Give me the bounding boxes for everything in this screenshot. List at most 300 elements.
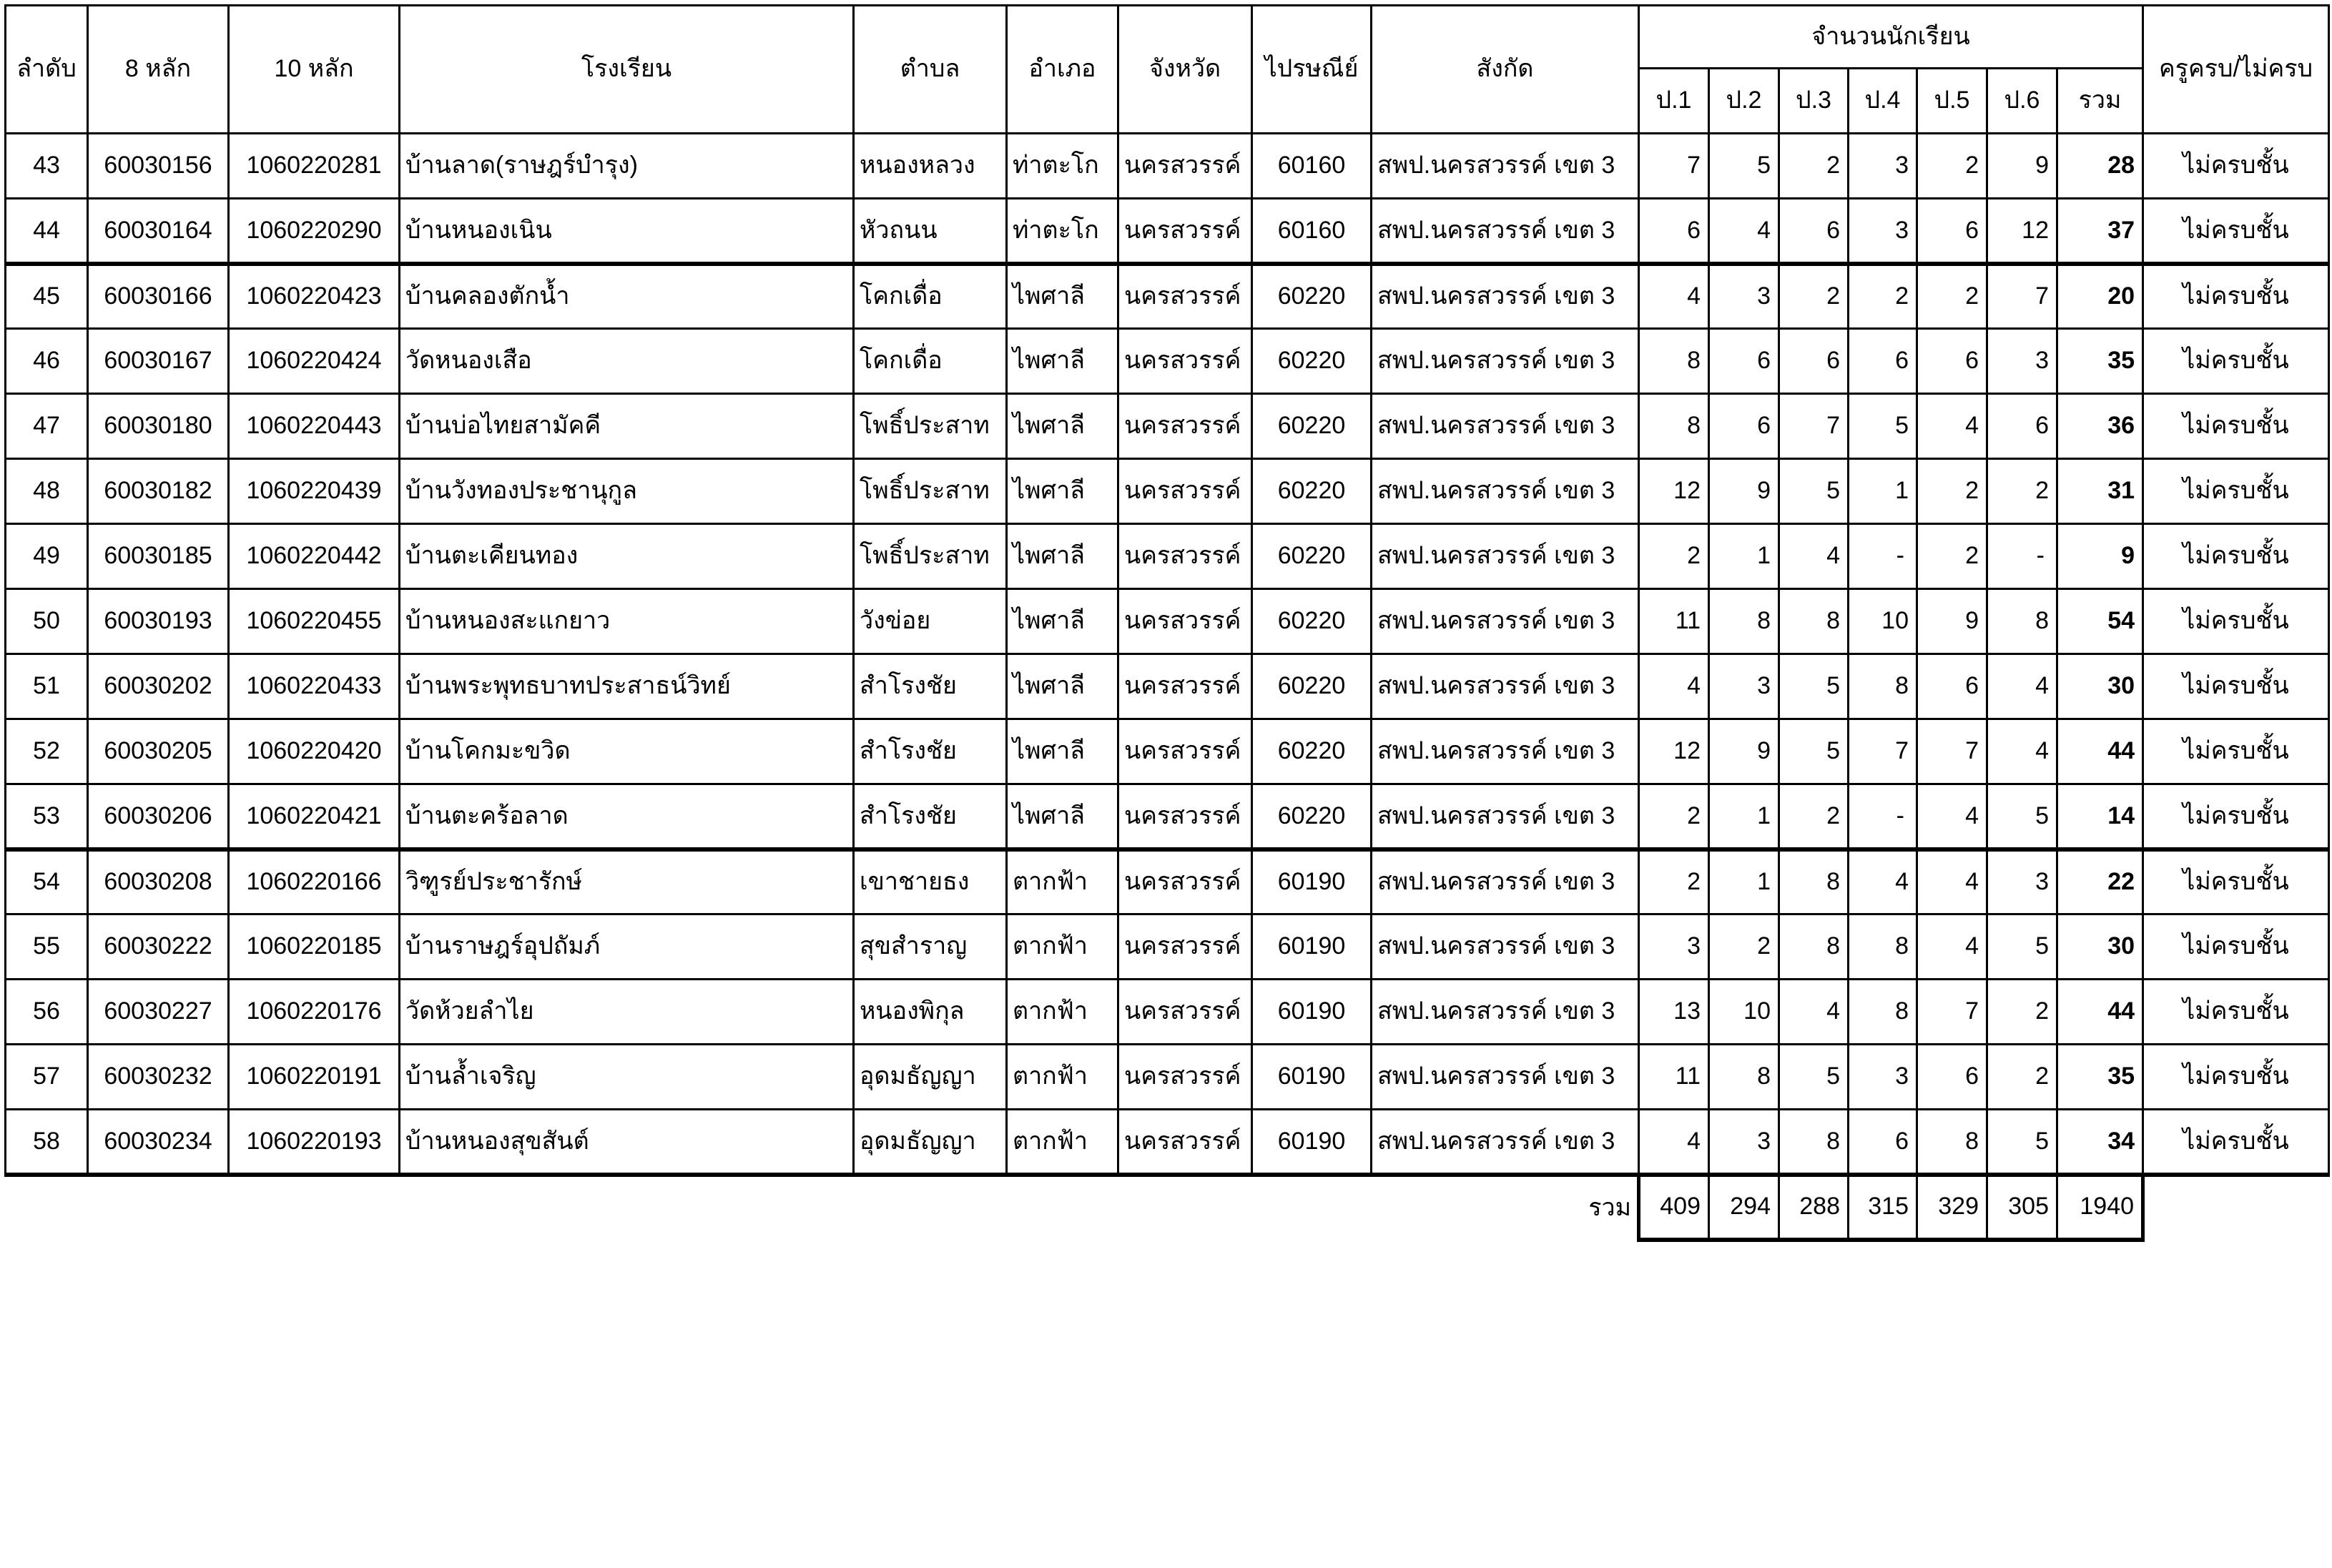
cell-grade-p5: 7 bbox=[1917, 980, 1987, 1045]
cell-student-total: 44 bbox=[2057, 980, 2143, 1045]
cell-grade-p1: 12 bbox=[1639, 719, 1709, 784]
cell-code-10: 1060220176 bbox=[229, 980, 400, 1045]
cell-postcode: 60160 bbox=[1252, 134, 1372, 199]
cell-grade-p3: 2 bbox=[1779, 134, 1849, 199]
cell-postcode: 60220 bbox=[1252, 784, 1372, 849]
cell-grade-p3: 4 bbox=[1779, 524, 1849, 589]
cell-index: 49 bbox=[6, 524, 88, 589]
cell-grade-p1: 2 bbox=[1639, 524, 1709, 589]
cell-school-name: บ้านโคกมะขวิด bbox=[400, 719, 854, 784]
cell-affiliation: สพป.นครสวรรค์ เขต 3 bbox=[1372, 980, 1639, 1045]
totals-grade-p5: 329 bbox=[1917, 1175, 1987, 1240]
cell-grade-p3: 7 bbox=[1779, 394, 1849, 459]
cell-teacher-status: ไม่ครบชั้น bbox=[2143, 524, 2329, 589]
cell-grade-p2: 2 bbox=[1709, 914, 1779, 980]
cell-grade-p1: 8 bbox=[1639, 394, 1709, 459]
cell-grade-p6: 5 bbox=[1987, 1110, 2057, 1175]
cell-affiliation: สพป.นครสวรรค์ เขต 3 bbox=[1372, 1110, 1639, 1175]
cell-grade-p6: 2 bbox=[1987, 980, 2057, 1045]
totals-empty-cell bbox=[2143, 1175, 2329, 1240]
cell-postcode: 60220 bbox=[1252, 719, 1372, 784]
cell-index: 43 bbox=[6, 134, 88, 199]
cell-grade-p2: 3 bbox=[1709, 264, 1779, 329]
cell-postcode: 60220 bbox=[1252, 589, 1372, 654]
cell-grade-p2: 5 bbox=[1709, 134, 1779, 199]
cell-student-total: 44 bbox=[2057, 719, 2143, 784]
cell-grade-p1: 12 bbox=[1639, 459, 1709, 524]
cell-code-8: 60030206 bbox=[88, 784, 229, 849]
cell-affiliation: สพป.นครสวรรค์ เขต 3 bbox=[1372, 134, 1639, 199]
cell-school-name: บ้านหนองสะแกยาว bbox=[400, 589, 854, 654]
cell-grade-p1: 4 bbox=[1639, 1110, 1709, 1175]
cell-district: ไพศาลี bbox=[1007, 264, 1118, 329]
cell-code-8: 60030164 bbox=[88, 199, 229, 264]
cell-grade-p5: 4 bbox=[1917, 394, 1987, 459]
cell-code-8: 60030227 bbox=[88, 980, 229, 1045]
cell-grade-p4: 6 bbox=[1849, 1110, 1917, 1175]
cell-grade-p3: 6 bbox=[1779, 199, 1849, 264]
cell-grade-p5: 2 bbox=[1917, 134, 1987, 199]
cell-code-10: 1060220443 bbox=[229, 394, 400, 459]
cell-grade-p2: 1 bbox=[1709, 524, 1779, 589]
cell-grade-p3: 5 bbox=[1779, 719, 1849, 784]
cell-grade-p1: 6 bbox=[1639, 199, 1709, 264]
totals-overall: 1940 bbox=[2057, 1175, 2143, 1240]
table-row bbox=[6, 980, 2329, 1045]
cell-teacher-status: ไม่ครบชั้น bbox=[2143, 459, 2329, 524]
cell-student-total: 30 bbox=[2057, 914, 2143, 980]
cell-grade-p2: 9 bbox=[1709, 719, 1779, 784]
table-footer bbox=[6, 1175, 2329, 1240]
cell-subdistrict: อุดมธัญญา bbox=[854, 1045, 1007, 1110]
cell-grade-p4: 10 bbox=[1849, 589, 1917, 654]
cell-school-name: บ้านตะคร้อลาด bbox=[400, 784, 854, 849]
cell-code-10: 1060220191 bbox=[229, 1045, 400, 1110]
cell-teacher-status: ไม่ครบชั้น bbox=[2143, 199, 2329, 264]
table-row bbox=[6, 329, 2329, 394]
cell-postcode: 60220 bbox=[1252, 329, 1372, 394]
cell-student-total: 37 bbox=[2057, 199, 2143, 264]
cell-student-total: 36 bbox=[2057, 394, 2143, 459]
cell-teacher-status: ไม่ครบชั้น bbox=[2143, 134, 2329, 199]
cell-teacher-status: ไม่ครบชั้น bbox=[2143, 980, 2329, 1045]
cell-index: 56 bbox=[6, 980, 88, 1045]
cell-subdistrict: หนองหลวง bbox=[854, 134, 1007, 199]
table-row bbox=[6, 719, 2329, 784]
cell-code-8: 60030167 bbox=[88, 329, 229, 394]
table-row bbox=[6, 849, 2329, 914]
cell-grade-p5: 4 bbox=[1917, 784, 1987, 849]
cell-school-name: บ้านวังทองประชานุกูล bbox=[400, 459, 854, 524]
cell-grade-p5: 2 bbox=[1917, 459, 1987, 524]
table-row bbox=[6, 914, 2329, 980]
cell-postcode: 60190 bbox=[1252, 1045, 1372, 1110]
cell-code-8: 60030166 bbox=[88, 264, 229, 329]
cell-code-10: 1060220290 bbox=[229, 199, 400, 264]
totals-grade-p2: 294 bbox=[1709, 1175, 1779, 1240]
cell-district: ไพศาลี bbox=[1007, 654, 1118, 719]
cell-grade-p3: 2 bbox=[1779, 784, 1849, 849]
cell-postcode: 60190 bbox=[1252, 914, 1372, 980]
cell-district: ไพศาลี bbox=[1007, 784, 1118, 849]
cell-subdistrict: หนองพิกุล bbox=[854, 980, 1007, 1045]
cell-index: 46 bbox=[6, 329, 88, 394]
cell-subdistrict: โคกเดื่อ bbox=[854, 264, 1007, 329]
cell-grade-p3: 8 bbox=[1779, 1110, 1849, 1175]
header-province: จังหวัด bbox=[1118, 6, 1252, 134]
cell-school-name: วัดห้วยลำไย bbox=[400, 980, 854, 1045]
cell-province: นครสวรรค์ bbox=[1118, 524, 1252, 589]
cell-school-name: วิฑูรย์ประชารักษ์ bbox=[400, 849, 854, 914]
cell-code-10: 1060220455 bbox=[229, 589, 400, 654]
cell-subdistrict: สุขสำราญ bbox=[854, 914, 1007, 980]
cell-province: นครสวรรค์ bbox=[1118, 264, 1252, 329]
cell-school-name: บ้านคลองตักน้ำ bbox=[400, 264, 854, 329]
cell-postcode: 60220 bbox=[1252, 264, 1372, 329]
cell-grade-p1: 7 bbox=[1639, 134, 1709, 199]
cell-subdistrict: สำโรงชัย bbox=[854, 654, 1007, 719]
cell-student-total: 35 bbox=[2057, 1045, 2143, 1110]
cell-grade-p4: 2 bbox=[1849, 264, 1917, 329]
cell-district: ไพศาลี bbox=[1007, 524, 1118, 589]
cell-province: นครสวรรค์ bbox=[1118, 914, 1252, 980]
cell-school-name: บ้านหนองสุขสันต์ bbox=[400, 1110, 854, 1175]
cell-district: ตากฟ้า bbox=[1007, 849, 1118, 914]
cell-affiliation: สพป.นครสวรรค์ เขต 3 bbox=[1372, 329, 1639, 394]
cell-teacher-status: ไม่ครบชั้น bbox=[2143, 849, 2329, 914]
cell-school-name: วัดหนองเสือ bbox=[400, 329, 854, 394]
cell-affiliation: สพป.นครสวรรค์ เขต 3 bbox=[1372, 914, 1639, 980]
cell-province: นครสวรรค์ bbox=[1118, 784, 1252, 849]
table-row bbox=[6, 199, 2329, 264]
cell-grade-p3: 8 bbox=[1779, 849, 1849, 914]
cell-grade-p6: - bbox=[1987, 524, 2057, 589]
cell-postcode: 60190 bbox=[1252, 980, 1372, 1045]
cell-grade-p6: 5 bbox=[1987, 914, 2057, 980]
cell-postcode: 60190 bbox=[1252, 1110, 1372, 1175]
cell-subdistrict: วังข่อย bbox=[854, 589, 1007, 654]
cell-grade-p6: 12 bbox=[1987, 199, 2057, 264]
cell-grade-p6: 4 bbox=[1987, 719, 2057, 784]
table-row bbox=[6, 264, 2329, 329]
cell-grade-p4: 8 bbox=[1849, 980, 1917, 1045]
cell-grade-p5: 4 bbox=[1917, 849, 1987, 914]
table-row bbox=[6, 524, 2329, 589]
cell-grade-p2: 8 bbox=[1709, 589, 1779, 654]
cell-teacher-status: ไม่ครบชั้น bbox=[2143, 654, 2329, 719]
cell-affiliation: สพป.นครสวรรค์ เขต 3 bbox=[1372, 394, 1639, 459]
cell-subdistrict: หัวถนน bbox=[854, 199, 1007, 264]
cell-grade-p6: 2 bbox=[1987, 459, 2057, 524]
cell-school-name: บ้านพระพุทธบาทประสาธน์วิทย์ bbox=[400, 654, 854, 719]
cell-code-10: 1060220433 bbox=[229, 654, 400, 719]
cell-grade-p2: 6 bbox=[1709, 394, 1779, 459]
cell-grade-p5: 4 bbox=[1917, 914, 1987, 980]
header-affiliation: สังกัด bbox=[1372, 6, 1639, 134]
cell-grade-p2: 1 bbox=[1709, 849, 1779, 914]
cell-district: ตากฟ้า bbox=[1007, 980, 1118, 1045]
cell-grade-p1: 8 bbox=[1639, 329, 1709, 394]
cell-grade-p1: 13 bbox=[1639, 980, 1709, 1045]
cell-grade-p5: 2 bbox=[1917, 524, 1987, 589]
cell-grade-p3: 5 bbox=[1779, 1045, 1849, 1110]
cell-grade-p2: 10 bbox=[1709, 980, 1779, 1045]
cell-province: นครสวรรค์ bbox=[1118, 329, 1252, 394]
header-index: ลำดับ bbox=[6, 6, 88, 134]
cell-index: 51 bbox=[6, 654, 88, 719]
cell-subdistrict: โพธิ์ประสาท bbox=[854, 459, 1007, 524]
cell-teacher-status: ไม่ครบชั้น bbox=[2143, 784, 2329, 849]
cell-student-total: 28 bbox=[2057, 134, 2143, 199]
cell-grade-p5: 6 bbox=[1917, 654, 1987, 719]
table-row bbox=[6, 1045, 2329, 1110]
cell-affiliation: สพป.นครสวรรค์ เขต 3 bbox=[1372, 719, 1639, 784]
header-grade-p1: ป.1 bbox=[1639, 69, 1709, 134]
cell-grade-p1: 11 bbox=[1639, 1045, 1709, 1110]
cell-code-10: 1060220420 bbox=[229, 719, 400, 784]
cell-grade-p3: 5 bbox=[1779, 459, 1849, 524]
cell-grade-p6: 5 bbox=[1987, 784, 2057, 849]
cell-district: ท่าตะโก bbox=[1007, 134, 1118, 199]
cell-district: ไพศาลี bbox=[1007, 329, 1118, 394]
cell-grade-p4: - bbox=[1849, 524, 1917, 589]
cell-postcode: 60220 bbox=[1252, 654, 1372, 719]
cell-district: ไพศาลี bbox=[1007, 589, 1118, 654]
cell-teacher-status: ไม่ครบชั้น bbox=[2143, 1110, 2329, 1175]
cell-province: นครสวรรค์ bbox=[1118, 1110, 1252, 1175]
cell-grade-p5: 9 bbox=[1917, 589, 1987, 654]
header-code-10: 10 หลัก bbox=[229, 6, 400, 134]
cell-grade-p6: 4 bbox=[1987, 654, 2057, 719]
cell-student-total: 20 bbox=[2057, 264, 2143, 329]
cell-subdistrict: สำโรงชัย bbox=[854, 719, 1007, 784]
cell-grade-p4: 1 bbox=[1849, 459, 1917, 524]
cell-code-8: 60030180 bbox=[88, 394, 229, 459]
cell-postcode: 60220 bbox=[1252, 459, 1372, 524]
cell-teacher-status: ไม่ครบชั้น bbox=[2143, 719, 2329, 784]
cell-affiliation: สพป.นครสวรรค์ เขต 3 bbox=[1372, 199, 1639, 264]
cell-index: 58 bbox=[6, 1110, 88, 1175]
cell-code-8: 60030182 bbox=[88, 459, 229, 524]
cell-teacher-status: ไม่ครบชั้น bbox=[2143, 589, 2329, 654]
cell-affiliation: สพป.นครสวรรค์ เขต 3 bbox=[1372, 524, 1639, 589]
cell-teacher-status: ไม่ครบชั้น bbox=[2143, 329, 2329, 394]
cell-school-name: บ้านบ่อไทยสามัคคี bbox=[400, 394, 854, 459]
cell-code-8: 60030222 bbox=[88, 914, 229, 980]
cell-grade-p5: 2 bbox=[1917, 264, 1987, 329]
cell-code-10: 1060220185 bbox=[229, 914, 400, 980]
cell-school-name: บ้านล้ำเจริญ bbox=[400, 1045, 854, 1110]
cell-index: 47 bbox=[6, 394, 88, 459]
cell-code-8: 60030185 bbox=[88, 524, 229, 589]
cell-code-10: 1060220281 bbox=[229, 134, 400, 199]
cell-district: ไพศาลี bbox=[1007, 459, 1118, 524]
cell-grade-p1: 3 bbox=[1639, 914, 1709, 980]
table-row bbox=[6, 394, 2329, 459]
cell-province: นครสวรรค์ bbox=[1118, 654, 1252, 719]
cell-grade-p2: 9 bbox=[1709, 459, 1779, 524]
cell-student-total: 30 bbox=[2057, 654, 2143, 719]
header-student-total: รวม bbox=[2057, 69, 2143, 134]
cell-province: นครสวรรค์ bbox=[1118, 199, 1252, 264]
table-row bbox=[6, 1110, 2329, 1175]
cell-grade-p5: 8 bbox=[1917, 1110, 1987, 1175]
cell-grade-p3: 8 bbox=[1779, 589, 1849, 654]
cell-district: ท่าตะโก bbox=[1007, 199, 1118, 264]
cell-affiliation: สพป.นครสวรรค์ เขต 3 bbox=[1372, 784, 1639, 849]
cell-teacher-status: ไม่ครบชั้น bbox=[2143, 914, 2329, 980]
header-grade-p3: ป.3 bbox=[1779, 69, 1849, 134]
cell-code-8: 60030193 bbox=[88, 589, 229, 654]
cell-grade-p1: 2 bbox=[1639, 849, 1709, 914]
totals-row bbox=[6, 1175, 2329, 1240]
cell-grade-p3: 4 bbox=[1779, 980, 1849, 1045]
cell-grade-p6: 3 bbox=[1987, 329, 2057, 394]
cell-grade-p4: 3 bbox=[1849, 199, 1917, 264]
cell-code-10: 1060220166 bbox=[229, 849, 400, 914]
cell-student-total: 35 bbox=[2057, 329, 2143, 394]
cell-grade-p4: 3 bbox=[1849, 1045, 1917, 1110]
header-teacher-status: ครูครบ/ไม่ครบ bbox=[2143, 6, 2329, 134]
cell-grade-p6: 9 bbox=[1987, 134, 2057, 199]
cell-code-10: 1060220439 bbox=[229, 459, 400, 524]
header-grade-p2: ป.2 bbox=[1709, 69, 1779, 134]
cell-grade-p2: 3 bbox=[1709, 654, 1779, 719]
totals-grade-p6: 305 bbox=[1987, 1175, 2057, 1240]
cell-affiliation: สพป.นครสวรรค์ เขต 3 bbox=[1372, 654, 1639, 719]
header-postcode: ไปรษณีย์ bbox=[1252, 6, 1372, 134]
header-subdistrict: ตำบล bbox=[854, 6, 1007, 134]
cell-province: นครสวรรค์ bbox=[1118, 1045, 1252, 1110]
cell-grade-p1: 4 bbox=[1639, 264, 1709, 329]
cell-code-8: 60030208 bbox=[88, 849, 229, 914]
cell-subdistrict: เขาชายธง bbox=[854, 849, 1007, 914]
cell-subdistrict: โคกเดื่อ bbox=[854, 329, 1007, 394]
cell-school-name: บ้านตะเคียนทอง bbox=[400, 524, 854, 589]
cell-code-10: 1060220423 bbox=[229, 264, 400, 329]
cell-district: ไพศาลี bbox=[1007, 719, 1118, 784]
cell-index: 54 bbox=[6, 849, 88, 914]
cell-index: 45 bbox=[6, 264, 88, 329]
cell-grade-p4: 4 bbox=[1849, 849, 1917, 914]
cell-grade-p5: 6 bbox=[1917, 199, 1987, 264]
cell-code-8: 60030202 bbox=[88, 654, 229, 719]
cell-grade-p4: 8 bbox=[1849, 654, 1917, 719]
cell-grade-p4: 5 bbox=[1849, 394, 1917, 459]
table-row bbox=[6, 134, 2329, 199]
cell-index: 55 bbox=[6, 914, 88, 980]
cell-grade-p3: 5 bbox=[1779, 654, 1849, 719]
table-row bbox=[6, 784, 2329, 849]
cell-school-name: บ้านหนองเนิน bbox=[400, 199, 854, 264]
cell-code-10: 1060220424 bbox=[229, 329, 400, 394]
cell-grade-p5: 6 bbox=[1917, 329, 1987, 394]
totals-grade-p4: 315 bbox=[1849, 1175, 1917, 1240]
cell-grade-p6: 2 bbox=[1987, 1045, 2057, 1110]
table-row bbox=[6, 589, 2329, 654]
cell-affiliation: สพป.นครสวรรค์ เขต 3 bbox=[1372, 589, 1639, 654]
cell-student-total: 54 bbox=[2057, 589, 2143, 654]
cell-affiliation: สพป.นครสวรรค์ เขต 3 bbox=[1372, 264, 1639, 329]
cell-province: นครสวรรค์ bbox=[1118, 394, 1252, 459]
cell-grade-p4: 8 bbox=[1849, 914, 1917, 980]
cell-code-8: 60030232 bbox=[88, 1045, 229, 1110]
cell-code-10: 1060220442 bbox=[229, 524, 400, 589]
cell-student-total: 31 bbox=[2057, 459, 2143, 524]
header-row-top bbox=[6, 6, 2329, 69]
cell-grade-p5: 6 bbox=[1917, 1045, 1987, 1110]
cell-district: ตากฟ้า bbox=[1007, 914, 1118, 980]
cell-code-8: 60030234 bbox=[88, 1110, 229, 1175]
cell-affiliation: สพป.นครสวรรค์ เขต 3 bbox=[1372, 459, 1639, 524]
cell-teacher-status: ไม่ครบชั้น bbox=[2143, 394, 2329, 459]
cell-grade-p6: 7 bbox=[1987, 264, 2057, 329]
cell-subdistrict: สำโรงชัย bbox=[854, 784, 1007, 849]
cell-grade-p1: 4 bbox=[1639, 654, 1709, 719]
cell-code-10: 1060220421 bbox=[229, 784, 400, 849]
cell-postcode: 60220 bbox=[1252, 524, 1372, 589]
cell-grade-p4: 6 bbox=[1849, 329, 1917, 394]
totals-label: รวม bbox=[1588, 1193, 1631, 1221]
cell-province: นครสวรรค์ bbox=[1118, 719, 1252, 784]
cell-grade-p3: 6 bbox=[1779, 329, 1849, 394]
cell-subdistrict: อุดมธัญญา bbox=[854, 1110, 1007, 1175]
cell-school-name: บ้านลาด(ราษฎร์บำรุง) bbox=[400, 134, 854, 199]
cell-postcode: 60190 bbox=[1252, 849, 1372, 914]
table-row bbox=[6, 654, 2329, 719]
cell-teacher-status: ไม่ครบชั้น bbox=[2143, 264, 2329, 329]
header-district: อำเภอ bbox=[1007, 6, 1118, 134]
cell-district: ไพศาลี bbox=[1007, 394, 1118, 459]
cell-district: ตากฟ้า bbox=[1007, 1110, 1118, 1175]
table-body bbox=[6, 134, 2329, 1175]
cell-index: 52 bbox=[6, 719, 88, 784]
cell-school-name: บ้านราษฎร์อุปถัมภ์ bbox=[400, 914, 854, 980]
header-grade-p5: ป.5 bbox=[1917, 69, 1987, 134]
cell-grade-p4: - bbox=[1849, 784, 1917, 849]
cell-province: นครสวรรค์ bbox=[1118, 849, 1252, 914]
cell-code-8: 60030205 bbox=[88, 719, 229, 784]
cell-grade-p4: 3 bbox=[1849, 134, 1917, 199]
cell-subdistrict: โพธิ์ประสาท bbox=[854, 524, 1007, 589]
cell-province: นครสวรรค์ bbox=[1118, 980, 1252, 1045]
table-row bbox=[6, 459, 2329, 524]
cell-province: นครสวรรค์ bbox=[1118, 459, 1252, 524]
header-student-count: จำนวนนักเรียน bbox=[1639, 6, 2143, 69]
cell-province: นครสวรรค์ bbox=[1118, 134, 1252, 199]
totals-grade-p3: 288 bbox=[1779, 1175, 1849, 1240]
cell-grade-p4: 7 bbox=[1849, 719, 1917, 784]
cell-affiliation: สพป.นครสวรรค์ เขต 3 bbox=[1372, 849, 1639, 914]
cell-grade-p5: 7 bbox=[1917, 719, 1987, 784]
cell-code-10: 1060220193 bbox=[229, 1110, 400, 1175]
cell-student-total: 9 bbox=[2057, 524, 2143, 589]
header-school: โรงเรียน bbox=[400, 6, 854, 134]
cell-grade-p1: 11 bbox=[1639, 589, 1709, 654]
school-student-count-table bbox=[4, 4, 2330, 1242]
cell-grade-p1: 2 bbox=[1639, 784, 1709, 849]
cell-province: นครสวรรค์ bbox=[1118, 589, 1252, 654]
cell-postcode: 60220 bbox=[1252, 394, 1372, 459]
totals-grade-p1: 409 bbox=[1639, 1175, 1709, 1240]
table-header bbox=[6, 6, 2329, 134]
cell-affiliation: สพป.นครสวรรค์ เขต 3 bbox=[1372, 1045, 1639, 1110]
cell-grade-p6: 6 bbox=[1987, 394, 2057, 459]
cell-student-total: 14 bbox=[2057, 784, 2143, 849]
cell-teacher-status: ไม่ครบชั้น bbox=[2143, 1045, 2329, 1110]
cell-grade-p3: 2 bbox=[1779, 264, 1849, 329]
cell-index: 48 bbox=[6, 459, 88, 524]
